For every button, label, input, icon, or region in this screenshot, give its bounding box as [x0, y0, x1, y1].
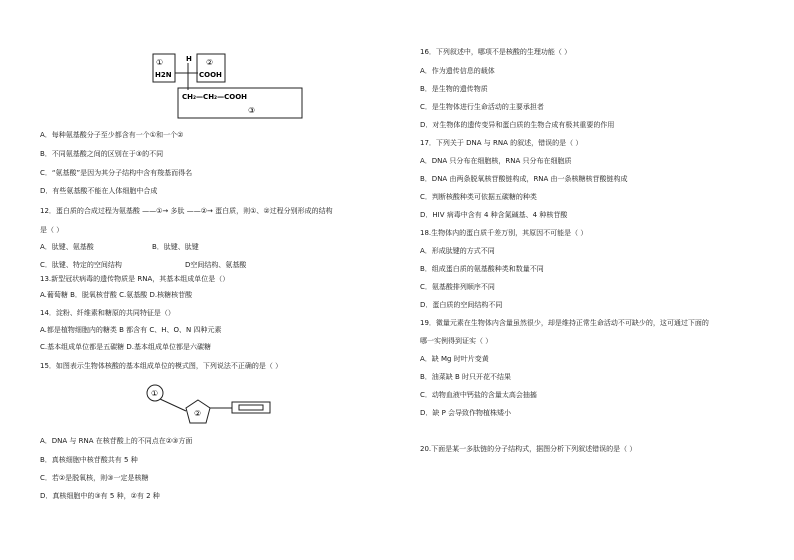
amino-acid-structure-diagram [148, 50, 308, 122]
q16-option-d: D．对生物体的遗传变异和蛋白质的生物合成有极其重要的作用 [420, 121, 615, 129]
q13-stem: 13.新型冠状病毒的遗传物质是 RNA，其基本组成单位是（） [40, 275, 230, 283]
q12-option-d: D空间结构、氨基酸 [185, 261, 247, 269]
q11-option-b: B．不同氨基酸之间的区别在于③的不同 [40, 150, 164, 158]
q19-stem-2: 哪一实例得到证实（ ） [420, 337, 493, 345]
q12-stem: 12．蛋白质的合成过程为氨基酸 ——①→ 多肽 ——②→ 蛋白质，则①、②过程分别形成的结构 [40, 207, 333, 215]
box3-num: ③ [248, 106, 256, 115]
q12-option-b: B．肽键、肽键 [152, 243, 199, 251]
q18-stem: 18.生物体内的蛋白质千差万别，其原因不可能是（ ） [420, 229, 588, 237]
q17-option-c: C．判断核酸种类可依据五碳糖的种类 [420, 193, 537, 201]
alpha-h-label: H [186, 55, 192, 63]
q19-option-d: D．缺 P 会导致作物植株矮小 [420, 409, 512, 417]
box1-sub: H2N [155, 71, 172, 79]
box1-num: ① [156, 58, 164, 67]
q19-stem: 19．微量元素在生物体内含量虽然很少，却是维持正常生命活动不可缺少的，这可通过下面的 [420, 319, 709, 327]
q16-option-c: C．是生物体进行生命活动的主要承担者 [420, 103, 544, 111]
nucleotide-num-2: ② [194, 409, 202, 418]
q18-option-d: D．蛋白质的空间结构不同 [420, 301, 503, 309]
box2-num: ② [206, 58, 214, 67]
nucleotide-num-1: ① [151, 389, 159, 398]
q15-option-a: A．DNA 与 RNA 在核苷酸上的不同点在②③方面 [40, 437, 193, 445]
q13-options: A.葡萄糖 B．脱氧核苷酸 C.氨基酸 D.核糖核苷酸 [40, 291, 193, 299]
q15-option-c: C．若②是脱氧核，则③一定是核糖 [40, 474, 149, 482]
q17-option-a: A．DNA 只分布在细胞核，RNA 只分布在细胞质 [420, 157, 572, 165]
q17-option-b: B．DNA 由两条脱氧核苷酸链构成，RNA 由一条核糖核苷酸链构成 [420, 175, 628, 183]
box2-text: COOH [199, 71, 222, 79]
q15-option-d: D．真核细胞中的③有 5 种，②有 2 种 [40, 492, 160, 500]
q14-stem: 14．淀粉、纤维素和糖原的共同特征是（） [40, 309, 175, 317]
q11-option-d: D．有些氨基酸不能在人体细胞中合成 [40, 187, 158, 195]
q16-option-b: B．是生物的遗传物质 [420, 85, 488, 93]
q11-option-c: C．“氨基酸”是因为其分子结构中含有羧基而得名 [40, 169, 193, 177]
box3-chain: CH₂—CH₂—COOH [182, 93, 248, 101]
q15-option-b: B．真核细胞中核苷酸共有 5 种 [40, 456, 138, 464]
q18-option-b: B．组成蛋白质的氨基酸种类和数量不同 [420, 265, 544, 273]
q14-options-cd: C.基本组成单位都是五碳糖 D.基本组成单位都是六碳糖 [40, 343, 211, 351]
q16-stem: 16．下列叙述中，哪项不是核酸的生理功能（ ） [420, 48, 572, 56]
q11-option-a: A．每种氨基酸分子至少都含有一个①和一个② [40, 131, 184, 139]
q14-options-ab: A.都是植物细胞内的糖类 B 都含有 C、H、O、N 四种元素 [40, 326, 222, 334]
q17-stem: 17．下列关于 DNA 与 RNA 的叙述，错误的是（ ） [420, 139, 583, 147]
q12-stem-2: 是（ ） [40, 226, 64, 234]
q12-option-a: A．肽键、氨基酸 [40, 243, 94, 251]
q17-option-d: D．HIV 病毒中含有 4 种含氮碱基、4 种核苷酸 [420, 211, 568, 219]
q12-option-c: C．肽键、特定的空间结构 [40, 261, 122, 269]
q15-stem: 15．如图表示生物体核酸的基本组成单位的模式图，下列说法不正确的是（ ） [40, 362, 283, 370]
q19-option-c: C．动物血液中钙盐的含量太高会抽搐 [420, 391, 537, 399]
q19-option-b: B．油菜缺 B 时只开花不结果 [420, 373, 512, 381]
q16-option-a: A．作为遗传信息的载体 [420, 67, 495, 75]
q18-option-a: A．形成肽键的方式不同 [420, 247, 495, 255]
q20-stem: 20.下面是某一多肽链的分子结构式，据图分析下列叙述错误的是（ ） [420, 445, 637, 453]
q18-option-c: C．氨基酸排列顺序不同 [420, 283, 495, 291]
q19-option-a: A．缺 Mg 时叶片变黄 [420, 355, 489, 363]
nucleotide-diagram [140, 383, 320, 433]
